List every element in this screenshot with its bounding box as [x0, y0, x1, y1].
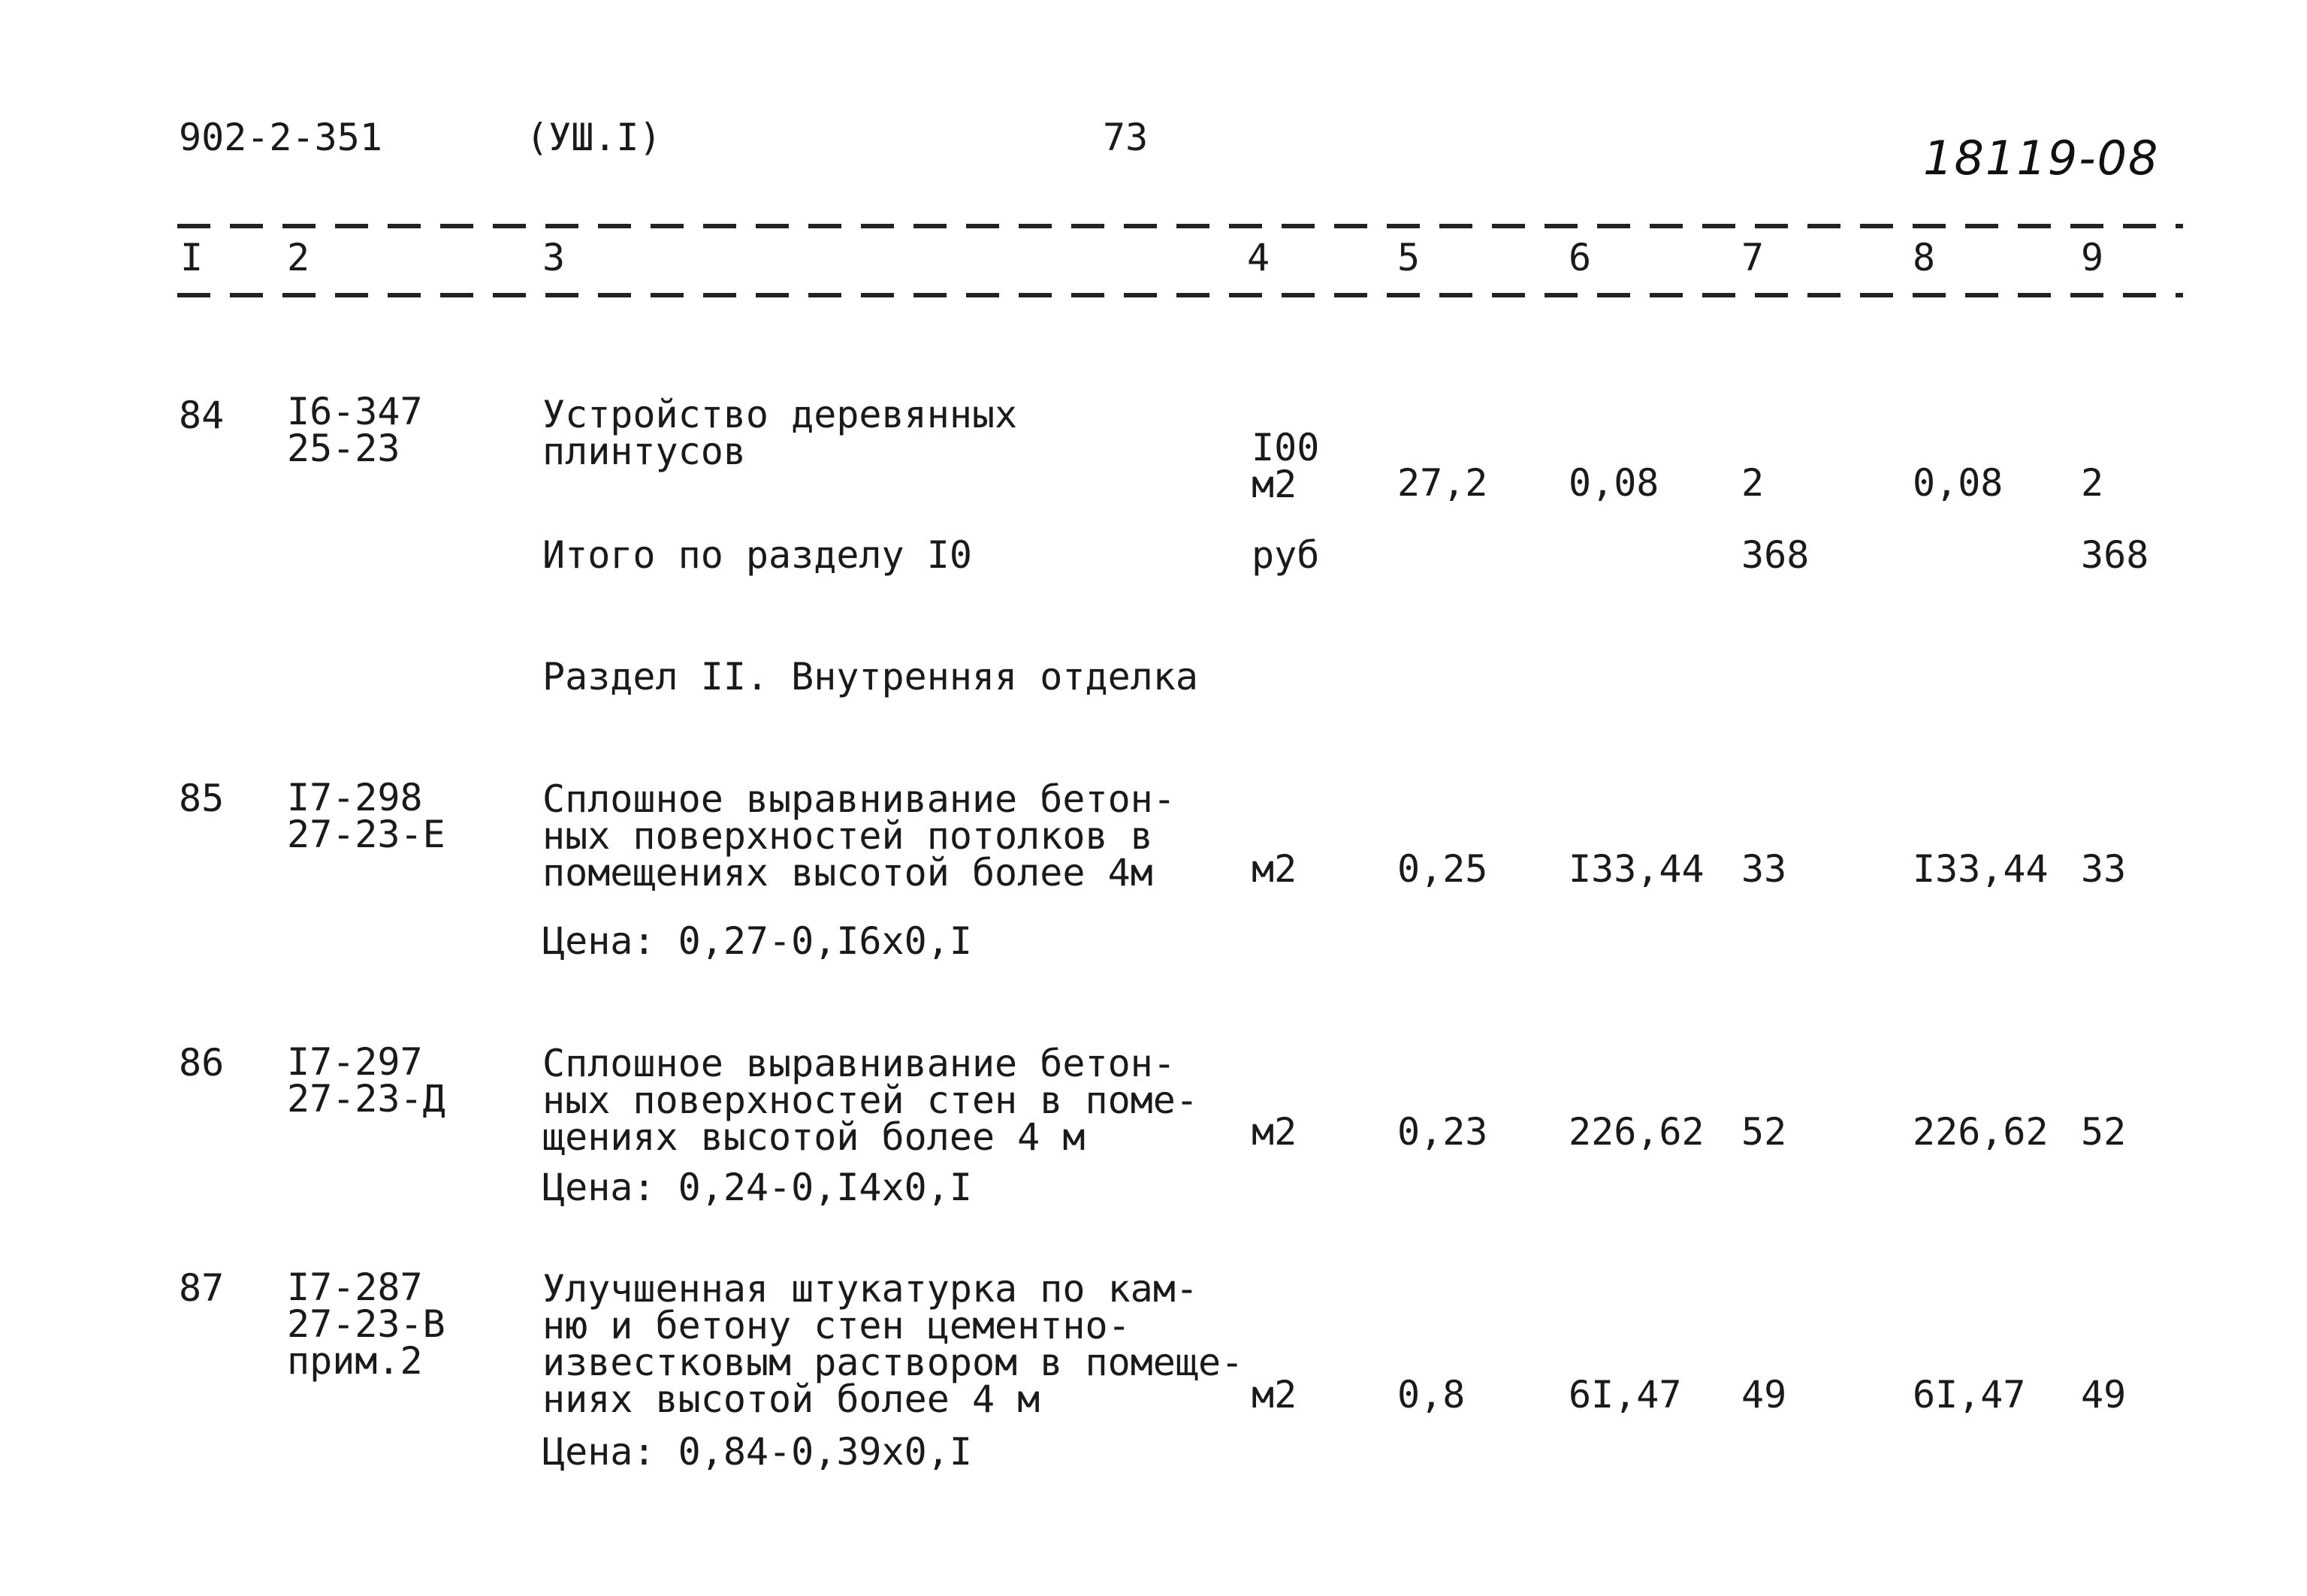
section-total-col7: 368 [1741, 533, 1810, 577]
quantity: 0,8 [1397, 1373, 1466, 1416]
total-cost-2: 49 [2081, 1373, 2127, 1416]
norm-code: I7-287 27-23-В прим.2 [287, 1266, 445, 1383]
price-formula: Цена: 0,84-0,39х0,I [542, 1430, 972, 1474]
unit-cost: 226,62 [1569, 1110, 1705, 1154]
quantity: 0,23 [1397, 1110, 1488, 1154]
row-number: 87 [179, 1266, 225, 1310]
section-total-col9: 368 [2081, 533, 2149, 577]
total-cost: 52 [1741, 1110, 1787, 1154]
unit-of-measure: I00 м2 [1252, 426, 1320, 506]
total-cost-2: 33 [2081, 847, 2127, 891]
page-number: 73 [1103, 116, 1149, 159]
total-cost: 2 [1741, 461, 1765, 505]
column-header-9: 9 [2081, 236, 2104, 279]
unit-of-measure: м2 [1252, 1373, 1297, 1416]
header-top-rule [177, 224, 2183, 228]
column-header-8: 8 [1913, 236, 1936, 279]
work-description: Сплошное выравнивание бетон- ных поверхностей стен в поме- щениях высотой более 4 м [542, 1042, 1198, 1159]
column-header-3: 3 [542, 236, 566, 279]
section-heading: Раздел II. Внутренняя отделка [542, 655, 1198, 698]
row-number: 84 [179, 394, 225, 437]
column-header-7: 7 [1741, 236, 1765, 279]
archive-stamp: 18119-08 [1923, 131, 2160, 186]
unit-cost-2: 0,08 [1913, 461, 2004, 505]
quantity: 27,2 [1397, 461, 1488, 505]
document-code: 902-2-351 [179, 116, 382, 159]
unit-cost-2: I33,44 [1913, 847, 2049, 891]
unit-of-measure: м2 [1252, 847, 1297, 891]
header-bottom-rule [177, 293, 2183, 297]
column-header-1: I [180, 236, 204, 279]
total-cost-2: 52 [2081, 1110, 2127, 1154]
section-code: (УШ.I) [526, 116, 662, 159]
unit-cost-2: 226,62 [1913, 1110, 2049, 1154]
unit-of-measure: м2 [1252, 1110, 1297, 1154]
norm-code: I7-297 27-23-Д [287, 1040, 445, 1121]
row-number: 86 [179, 1041, 225, 1085]
column-header-4: 4 [1247, 236, 1270, 279]
work-description: Устройство деревянных плинтусов [542, 393, 1018, 473]
column-header-2: 2 [287, 236, 310, 279]
unit-cost: I33,44 [1569, 847, 1705, 891]
column-header-5: 5 [1397, 236, 1421, 279]
norm-code: I7-298 27-23-Е [287, 776, 445, 856]
total-cost-2: 2 [2081, 461, 2104, 505]
total-cost: 49 [1741, 1373, 1787, 1416]
price-formula: Цена: 0,27-0,I6х0,I [542, 919, 972, 963]
column-header-6: 6 [1569, 236, 1592, 279]
unit-cost-2: 6I,47 [1913, 1373, 2026, 1416]
price-formula: Цена: 0,24-0,I4х0,I [542, 1166, 972, 1209]
quantity: 0,25 [1397, 847, 1488, 891]
work-description: Сплошное выравнивание бетон- ных поверхностей потолков в помещениях высотой более 4м [542, 777, 1176, 895]
work-description: Улучшенная штукатурка по кам- ню и бетону стен цементно- известковым раствором в помеще- ниях высотой более 4 м [542, 1267, 1244, 1421]
unit-cost: 6I,47 [1569, 1373, 1682, 1416]
unit-cost: 0,08 [1569, 461, 1659, 505]
section-total-label: Итого по разделу I0 [542, 533, 972, 577]
section-total-unit: руб [1252, 533, 1320, 577]
norm-code: I6-347 25-23 [287, 390, 423, 470]
total-cost: 33 [1741, 847, 1787, 891]
row-number: 85 [179, 777, 225, 820]
